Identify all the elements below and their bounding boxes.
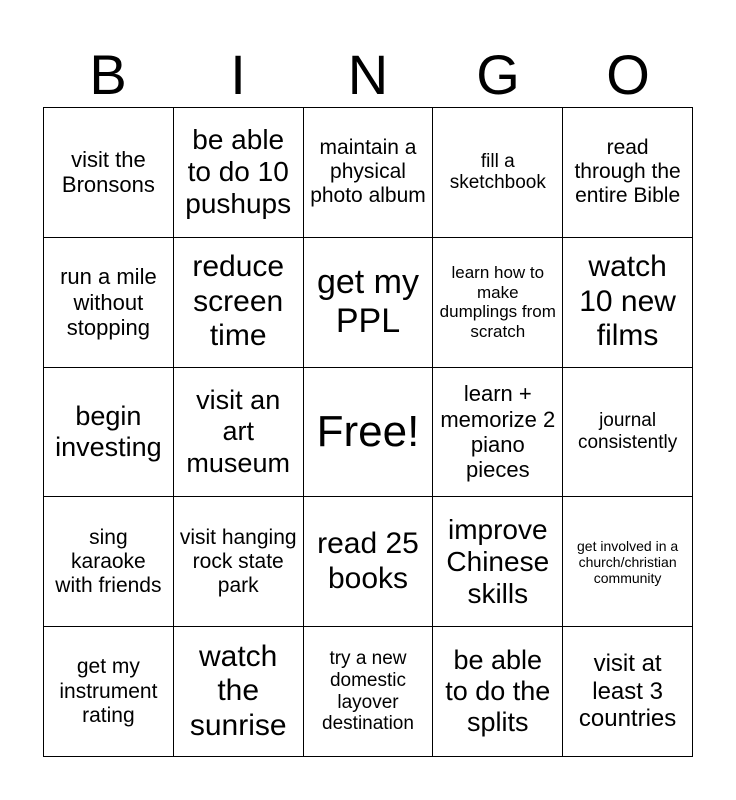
bingo-cell-text: maintain a physical photo album <box>310 136 426 208</box>
bingo-cell-text: be able to do the splits <box>445 645 551 738</box>
bingo-cell-b3[interactable] <box>44 368 174 498</box>
bingo-cell-n2[interactable] <box>304 238 434 368</box>
header-letter-g: G <box>476 43 520 106</box>
bingo-cell-text: Free! <box>316 406 420 456</box>
bingo-cell-text: read 25 books <box>317 527 419 595</box>
bingo-cell-text: watch the sunrise <box>189 639 287 742</box>
bingo-cell-g2[interactable] <box>433 238 563 368</box>
bingo-cell-text: learn how to make dumplings from scratch <box>439 263 556 341</box>
header-letter-n: N <box>347 43 389 106</box>
bingo-cell-text: visit the Bronsons <box>61 147 155 198</box>
bingo-cell-o2[interactable] <box>563 238 693 368</box>
bingo-cell-text: visit an art museum <box>186 385 290 478</box>
bingo-cell-text: get my instrument rating <box>59 655 158 727</box>
bingo-cell-b2[interactable] <box>44 238 174 368</box>
bingo-cell-o5[interactable] <box>563 627 693 757</box>
bingo-cell-g4[interactable] <box>433 497 563 627</box>
bingo-cell-n1[interactable] <box>304 108 434 238</box>
bingo-cell-g1[interactable] <box>433 108 563 238</box>
bingo-cell-n5[interactable] <box>304 627 434 757</box>
bingo-cell-text: visit at least 3 countries <box>578 650 677 733</box>
bingo-cell-text: fill a sketchbook <box>449 150 546 194</box>
bingo-cell-o1[interactable] <box>563 108 693 238</box>
bingo-cell-text: visit hanging rock state park <box>179 525 297 597</box>
bingo-cell-i4[interactable] <box>174 497 304 627</box>
bingo-cell-g5[interactable] <box>433 627 563 757</box>
bingo-cell-o3[interactable] <box>563 368 693 498</box>
bingo-cell-text: try a new domestic layover destination <box>322 647 414 735</box>
bingo-cell-text: read through the entire Bible <box>574 136 681 208</box>
header-letter-o: O <box>606 43 650 106</box>
bingo-cell-g3[interactable] <box>433 368 563 498</box>
bingo-cell-b5[interactable] <box>44 627 174 757</box>
bingo-grid <box>43 107 693 757</box>
bingo-cell-n4[interactable] <box>304 497 434 627</box>
bingo-cell-text: journal consistently <box>577 410 678 453</box>
header-letter-b: B <box>89 43 127 106</box>
bingo-cell-text: get my PPL <box>316 263 420 341</box>
bingo-cell-text: sing karaoke with friends <box>55 525 162 597</box>
bingo-cell-free[interactable] <box>304 368 434 498</box>
bingo-cell-i3[interactable] <box>174 368 304 498</box>
bingo-cell-text: watch 10 new films <box>579 250 676 353</box>
bingo-cell-text: improve Chinese skills <box>446 513 550 609</box>
bingo-cell-text: begin investing <box>55 400 162 462</box>
bingo-cell-text: reduce screen time <box>192 250 285 353</box>
bingo-cell-i1[interactable] <box>174 108 304 238</box>
bingo-cell-text: be able to do 10 pushups <box>185 124 292 220</box>
bingo-cell-i2[interactable] <box>174 238 304 368</box>
bingo-cell-b1[interactable] <box>44 108 174 238</box>
bingo-cell-b4[interactable] <box>44 497 174 627</box>
bingo-cell-text: run a mile without stopping <box>60 264 157 340</box>
header-letter-i: I <box>230 43 246 106</box>
bingo-header <box>43 44 693 106</box>
bingo-cell-text: learn + memorize 2 piano pieces <box>440 381 556 483</box>
bingo-cell-i5[interactable] <box>174 627 304 757</box>
bingo-cell-o4[interactable] <box>563 497 693 627</box>
bingo-cell-text: get involved in a church/christian community <box>577 537 679 586</box>
